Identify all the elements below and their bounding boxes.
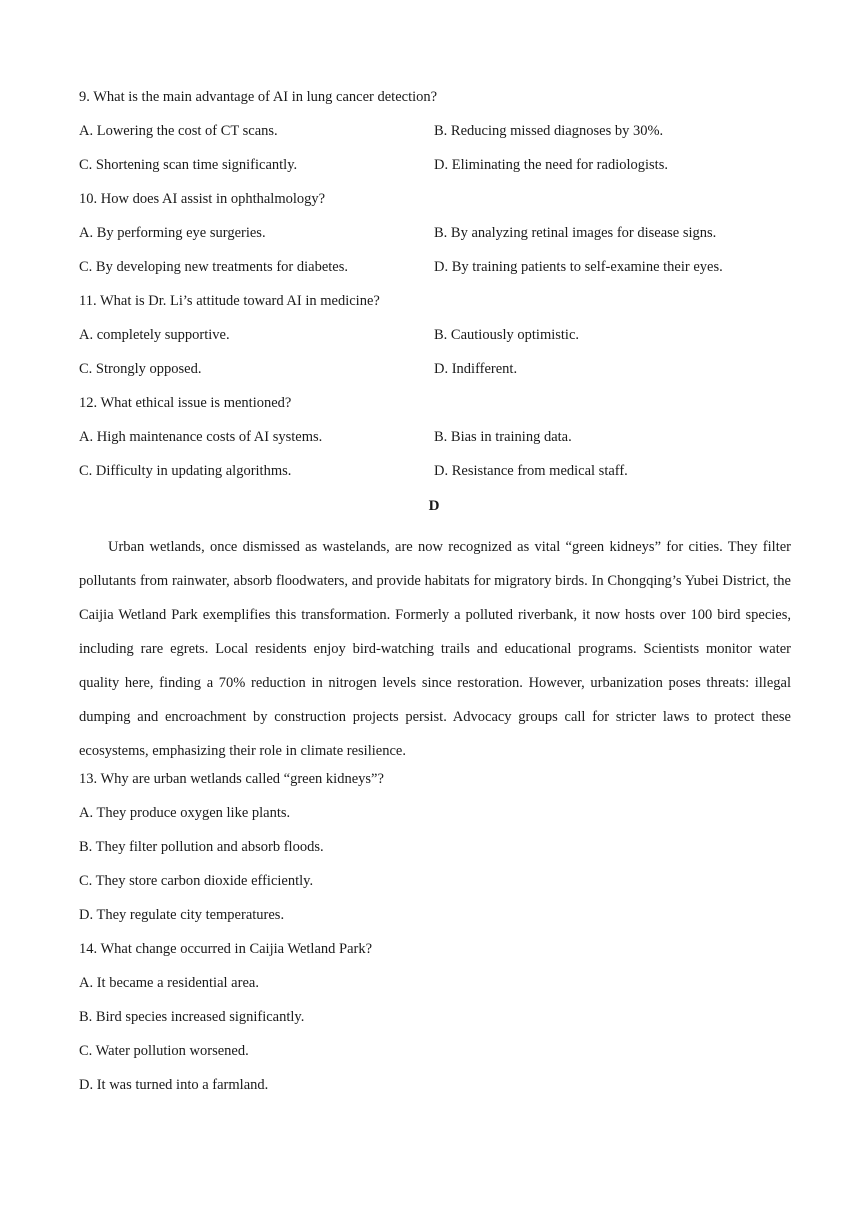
question-11-option-b: B. Cautiously optimistic. [434,327,580,343]
question-10-option-b: B. By analyzing retinal images for disease signs. [434,225,717,241]
question-10-option-a: A. By performing eye surgeries. [79,225,266,241]
question-9-option-d: D. Eliminating the need for radiologists. [434,157,668,173]
section-d-heading: D [428,498,440,514]
question-9-option-b: B. Reducing missed diagnoses by 30%. [434,123,664,139]
question-11-option-a: A. completely supportive. [79,327,230,343]
question-12-stem: 12. What ethical issue is mentioned? [79,395,292,411]
question-13-option-b: B. They filter pollution and absorb floods. [79,839,324,855]
question-11-stem: 11. What is Dr. Li’s attitude toward AI in medicine? [79,293,380,309]
question-14-option-c: C. Water pollution worsened. [79,1043,249,1059]
question-14-option-a: A. It became a residential area. [79,975,259,991]
question-11-option-c: C. Strongly opposed. [79,361,202,377]
question-10-stem: 10. How does AI assist in ophthalmology? [79,191,326,207]
question-13-stem: 13. Why are urban wetlands called “green kidneys”? [79,771,384,787]
question-11-option-d: D. Indifferent. [434,361,518,377]
question-9-option-a: A. Lowering the cost of CT scans. [79,123,278,139]
question-12-option-d: D. Resistance from medical staff. [434,463,628,479]
question-12-option-a: A. High maintenance costs of AI systems. [79,429,323,445]
question-13-option-a: A. They produce oxygen like plants. [79,805,291,821]
question-12-option-b: B. Bias in training data. [434,429,572,445]
question-13-option-c: C. They store carbon dioxide efficiently. [79,873,314,889]
question-12-option-c: C. Difficulty in updating algorithms. [79,463,292,479]
question-14-option-b: B. Bird species increased significantly. [79,1009,305,1025]
section-d-passage: Urban wetlands, once dismissed as wastelands, are now recognized as vital “green kidneys” for cities. They filter pollutants from rainwater, absorb floodwaters, and provide habitats for migratory birds. In Chongqing’s Yubei District, the Caijia Wetland Park exemplifies this transformation. Formerly a polluted riverbank, it now hosts over 100 bird species, including rare egrets. Local residents enjoy bird-watching trails and educational programs. Scientists monitor water quality here, finding a 70% reduction in nitrogen levels since restoration. However, urbanization poses threats: illegal dumping and encroachment by construction projects persist. Advocacy groups call for stricter laws to protect these ecosystems, emphasizing their role in climate resilience. [79,539,791,759]
question-9-stem: 9. What is the main advantage of AI in lung cancer detection? [79,89,438,105]
question-14-option-d: D. It was turned into a farmland. [79,1077,269,1093]
question-9-option-c: C. Shortening scan time significantly. [79,157,298,173]
question-10-option-c: C. By developing new treatments for diabetes. [79,259,348,275]
question-14-stem: 14. What change occurred in Caijia Wetland Park? [79,941,373,957]
question-13-option-d: D. They regulate city temperatures. [79,907,285,923]
question-10-option-d: D. By training patients to self-examine their eyes. [434,259,723,275]
